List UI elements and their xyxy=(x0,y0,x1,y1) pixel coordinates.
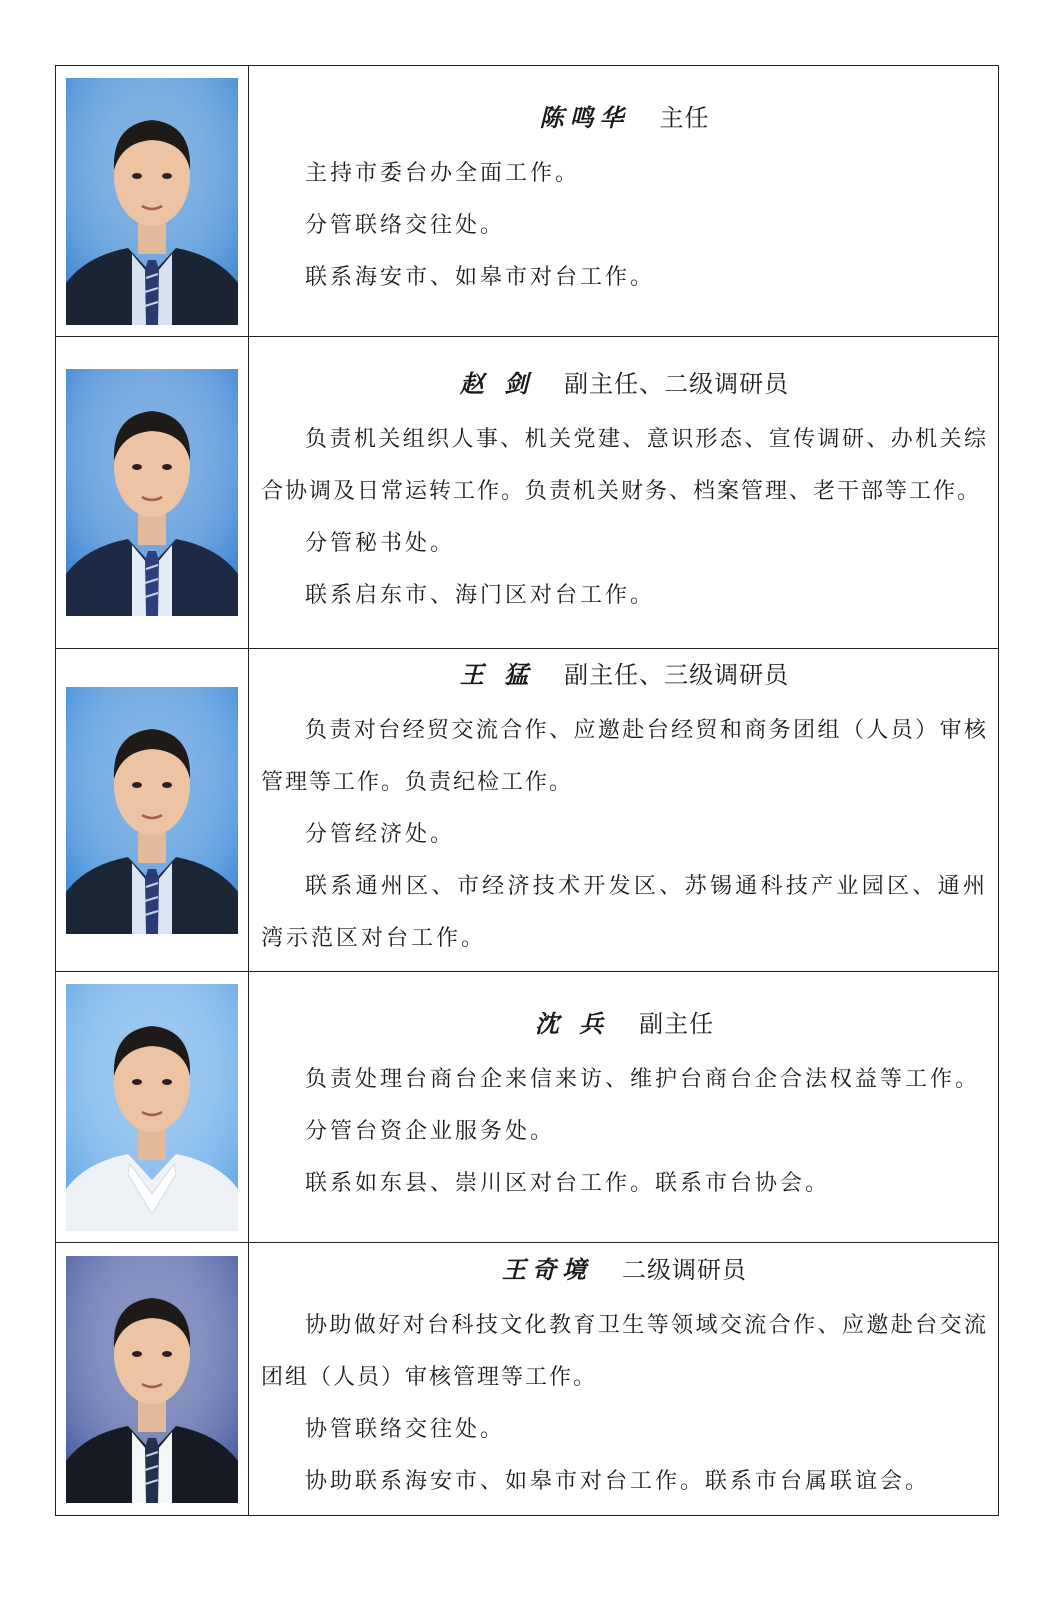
photo-cell xyxy=(56,1243,249,1516)
duty-paragraph: 协管联络交往处。 xyxy=(305,1417,506,1442)
duty-paragraph: 负责机关组织人事、机关党建、意识形态、宣传调研、办机关综合协调及日常运转工作。负责机关财务、档案管理、老干部等工作。 xyxy=(261,426,988,504)
duty-paragraph: 分管秘书处。 xyxy=(305,530,456,556)
leaders-sheet xyxy=(55,65,999,1516)
duties-cell xyxy=(249,66,999,337)
portrait-photo xyxy=(66,78,238,325)
leader-heading xyxy=(261,1250,988,1290)
leader-heading xyxy=(261,1004,988,1044)
duty-paragraph: 联系海安市、如皋市对台工作。 xyxy=(305,265,656,290)
duty-paragraph: 协助联系海安市、如皋市对台工作。联系市台属联谊会。 xyxy=(305,1469,931,1494)
leader-heading xyxy=(261,655,988,695)
photo-cell xyxy=(56,972,249,1243)
duties-cell xyxy=(249,649,999,972)
leader-row xyxy=(56,972,999,1243)
leader-row xyxy=(56,66,999,337)
leader-row xyxy=(56,1243,999,1516)
duties-cell xyxy=(249,337,999,649)
leader-title: 主任 xyxy=(659,104,710,132)
portrait-image xyxy=(66,1256,238,1503)
leader-row xyxy=(56,649,999,972)
duty-paragraph: 主持市委台办全面工作。 xyxy=(305,161,581,186)
duties-cell xyxy=(249,972,999,1243)
duty-paragraph: 分管经济处。 xyxy=(305,822,456,847)
leader-title: 副主任 xyxy=(639,1010,715,1038)
leaders-table xyxy=(55,65,999,1516)
duty-paragraph: 协助做好对台科技文化教育卫生等领域交流合作、应邀赴台交流团组（人员）审核管理等工作。 xyxy=(261,1313,988,1390)
leader-name: 王 猛 xyxy=(459,660,535,689)
leader-name: 赵 剑 xyxy=(459,368,535,398)
portrait-photo xyxy=(66,369,238,616)
portrait-image xyxy=(66,984,238,1231)
duty-paragraph: 联系如东县、崇川区对台工作。联系市台协会。 xyxy=(305,1171,831,1196)
leader-heading xyxy=(261,364,988,404)
portrait-photo xyxy=(66,984,238,1231)
leader-row xyxy=(56,337,999,649)
duty-paragraph: 负责对台经贸交流合作、应邀赴台经贸和商务团组（人员）审核管理等工作。负责纪检工作。 xyxy=(261,718,988,795)
portrait-image xyxy=(66,369,238,616)
photo-cell xyxy=(56,649,249,972)
photo-cell xyxy=(56,66,249,337)
duty-paragraph: 负责处理台商台企来信来访、维护台商台企合法权益等工作。 xyxy=(305,1067,981,1092)
duty-paragraph: 联系启东市、海门区对台工作。 xyxy=(305,582,656,608)
portrait-photo xyxy=(66,687,238,934)
duty-paragraph: 联系通州区、市经济技术开发区、苏锡通科技产业园区、通州湾示范区对台工作。 xyxy=(261,874,988,951)
leader-name: 王奇境 xyxy=(502,1255,592,1284)
leaders-table-body xyxy=(56,66,999,1516)
leader-heading xyxy=(261,98,988,138)
leader-name: 陈鸣华 xyxy=(539,103,630,132)
leader-title: 副主任、二级调研员 xyxy=(564,369,790,398)
leader-title: 二级调研员 xyxy=(622,1256,747,1284)
photo-cell xyxy=(56,337,249,649)
duty-paragraph: 分管联络交往处。 xyxy=(305,213,506,238)
duties-cell xyxy=(249,1243,999,1516)
duty-paragraph: 分管台资企业服务处。 xyxy=(305,1119,556,1144)
portrait-image xyxy=(66,687,238,934)
leader-title: 副主任、三级调研员 xyxy=(564,661,790,689)
leader-name: 沈 兵 xyxy=(534,1009,610,1038)
portrait-photo xyxy=(66,1256,238,1503)
portrait-image xyxy=(66,78,238,325)
